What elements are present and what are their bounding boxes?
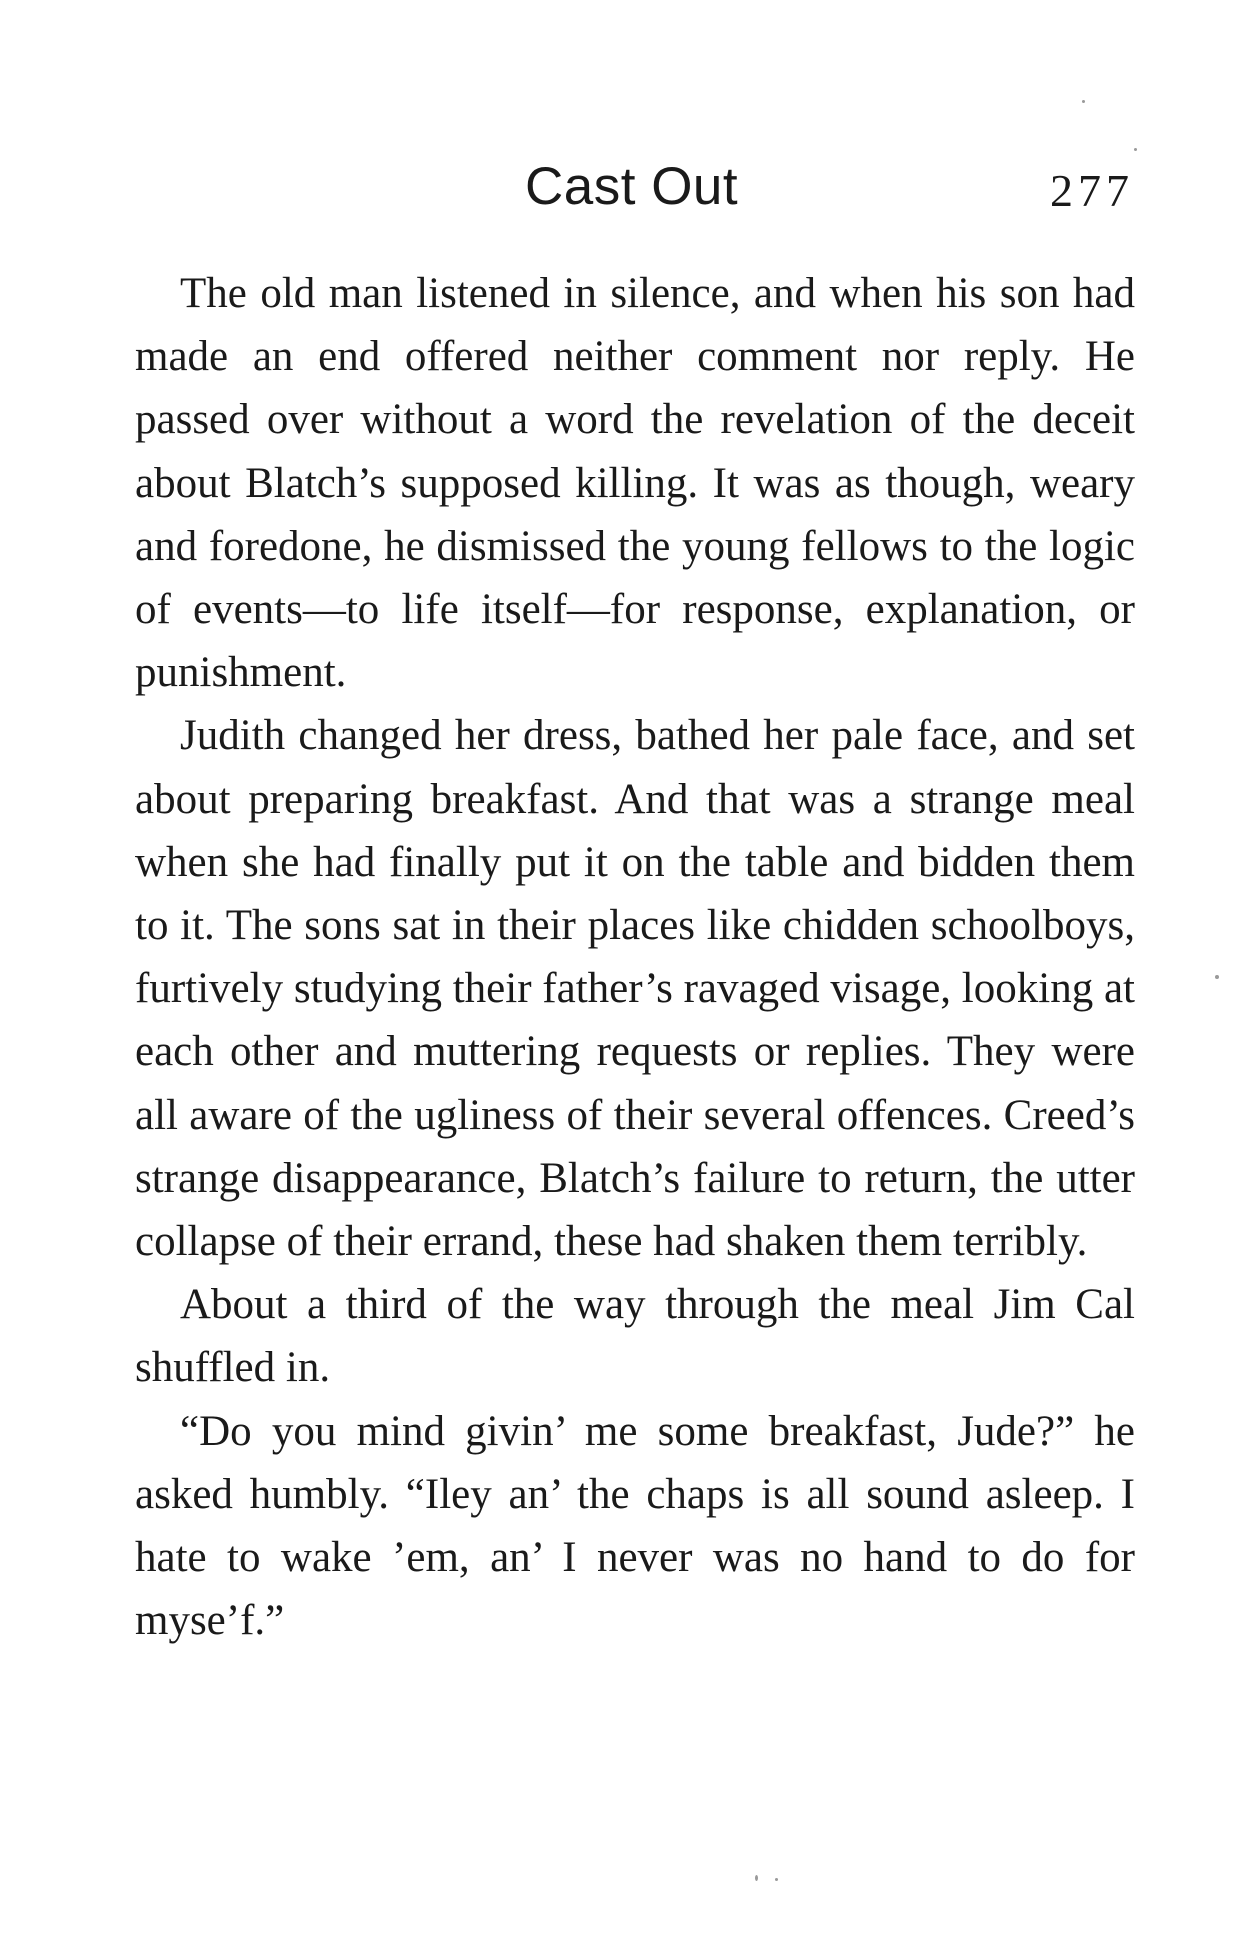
scan-speck <box>1082 100 1085 103</box>
scan-speck <box>755 1875 758 1881</box>
paragraph: Judith changed her dress, bathed her pale face, and set about preparing breakfast. And that was a strange meal when she had finally put it on the table and bidden them to it. The sons sat in their places like chidden schoolboys, furtively studying their father’s ravaged visage, looking at each other and muttering requests or replies. They were all aware of the ugliness of their several offences. Creed’s strange disappearance, Blatch’s failure to return, the utter collapse of their errand, these had shaken them terribly. <box>135 712 1135 1266</box>
scan-speck <box>1215 975 1219 979</box>
page-number: 277 <box>1050 165 1134 216</box>
scan-speck <box>1134 148 1137 151</box>
chapter-title: Cast Out <box>525 157 739 216</box>
paragraph: “Do you mind givin’ me some breakfast, Jude?” he asked humbly. “Iley an’ the chaps is all sound asleep. I hate to wake ’em, an’ I never was no hand to do for myse’f.” <box>135 1407 1135 1645</box>
paragraph: About a third of the way through the meal Jim Cal shuffled in. <box>135 1281 1135 1392</box>
scan-speck <box>775 1878 778 1881</box>
paragraph: The old man listened in silence, and when his son had made an end offered neither comment nor reply. He passed over without a word the revelation of the deceit about Blatch’s supposed killing. It was as though, weary and foredone, he dismissed the young fellows to the logic of events—to life itself—for response, explanation, or punishment. <box>135 270 1135 697</box>
body-text <box>135 262 1135 1652</box>
running-head <box>0 150 1241 220</box>
